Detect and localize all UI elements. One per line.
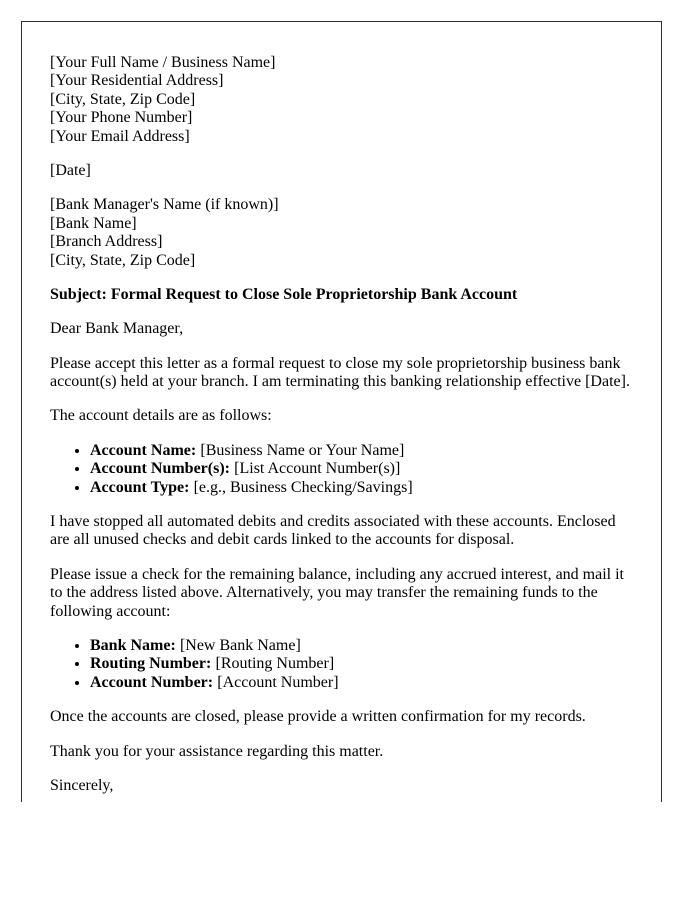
transfer-bank-name-value: [New Bank Name] — [179, 636, 301, 654]
transfer-routing-number-value: [Routing Number] — [215, 655, 335, 673]
recipient-branch-line: [Branch Address] — [50, 233, 163, 251]
transfer-bank-name-item — [90, 637, 633, 655]
subject-line: Subject: Formal Request to Close Sole Proprietorship Bank Account — [50, 285, 518, 303]
account-type-label: Account Type: — [90, 478, 190, 496]
transfer-account-number-value: [Account Number] — [217, 673, 339, 691]
paragraph-thanks: Thank you for your assistance regarding this matter. — [50, 742, 384, 760]
paragraph-request: Please accept this letter as a formal request to close my sole proprietorship business bank account(s) held at your branch. I am terminating this banking relationship effective [Date]. — [50, 354, 630, 391]
transfer-routing-number-item — [90, 655, 633, 673]
paragraph-account-details-intro: The account details are as follows: — [50, 407, 272, 425]
paragraph-written-confirmation: Once the accounts are closed, please provide a written confirmation for my records. — [50, 708, 586, 726]
account-name-label: Account Name: — [90, 441, 197, 459]
transfer-account-number-item — [90, 674, 633, 692]
paragraph-remaining-balance: Please issue a check for the remaining balance, including any accrued interest, and mail it to the address listed above. Alternatively, you may transfer the remaining funds to the following account: — [50, 565, 624, 620]
recipient-address-block — [50, 196, 633, 270]
recipient-city-line: [City, State, Zip Code] — [50, 251, 196, 269]
salutation: Dear Bank Manager, — [50, 320, 184, 338]
account-type-item — [90, 479, 633, 497]
account-number-item — [90, 460, 633, 478]
account-type-value: [e.g., Business Checking/Savings] — [193, 478, 413, 496]
sender-city-line: [City, State, Zip Code] — [50, 90, 196, 108]
account-details-list — [50, 442, 633, 497]
recipient-manager-line: [Bank Manager's Name (if known)] — [50, 196, 279, 214]
letter-page — [21, 21, 662, 802]
sender-email-line: [Your Email Address] — [50, 127, 190, 145]
account-name-item — [90, 442, 633, 460]
transfer-account-list — [50, 637, 633, 692]
transfer-bank-name-label: Bank Name: — [90, 636, 176, 654]
transfer-routing-number-label: Routing Number: — [90, 655, 212, 673]
sender-address-block — [50, 54, 633, 146]
recipient-bank-line: [Bank Name] — [50, 214, 137, 232]
sender-phone-line: [Your Phone Number] — [50, 109, 193, 127]
closing: Sincerely, — [50, 776, 114, 794]
account-name-value: [Business Name or Your Name] — [200, 441, 405, 459]
account-number-value: [List Account Number(s)] — [234, 460, 401, 478]
date-line: [Date] — [50, 161, 91, 179]
transfer-account-number-label: Account Number: — [90, 673, 214, 691]
sender-street-line: [Your Residential Address] — [50, 72, 224, 90]
paragraph-stopped-debits: I have stopped all automated debits and credits associated with these accounts. Enclosed are all unused checks and debit cards linked to the accounts for disposal. — [50, 513, 616, 549]
account-number-label: Account Number(s): — [90, 460, 230, 478]
sender-name-line: [Your Full Name / Business Name] — [50, 54, 276, 71]
